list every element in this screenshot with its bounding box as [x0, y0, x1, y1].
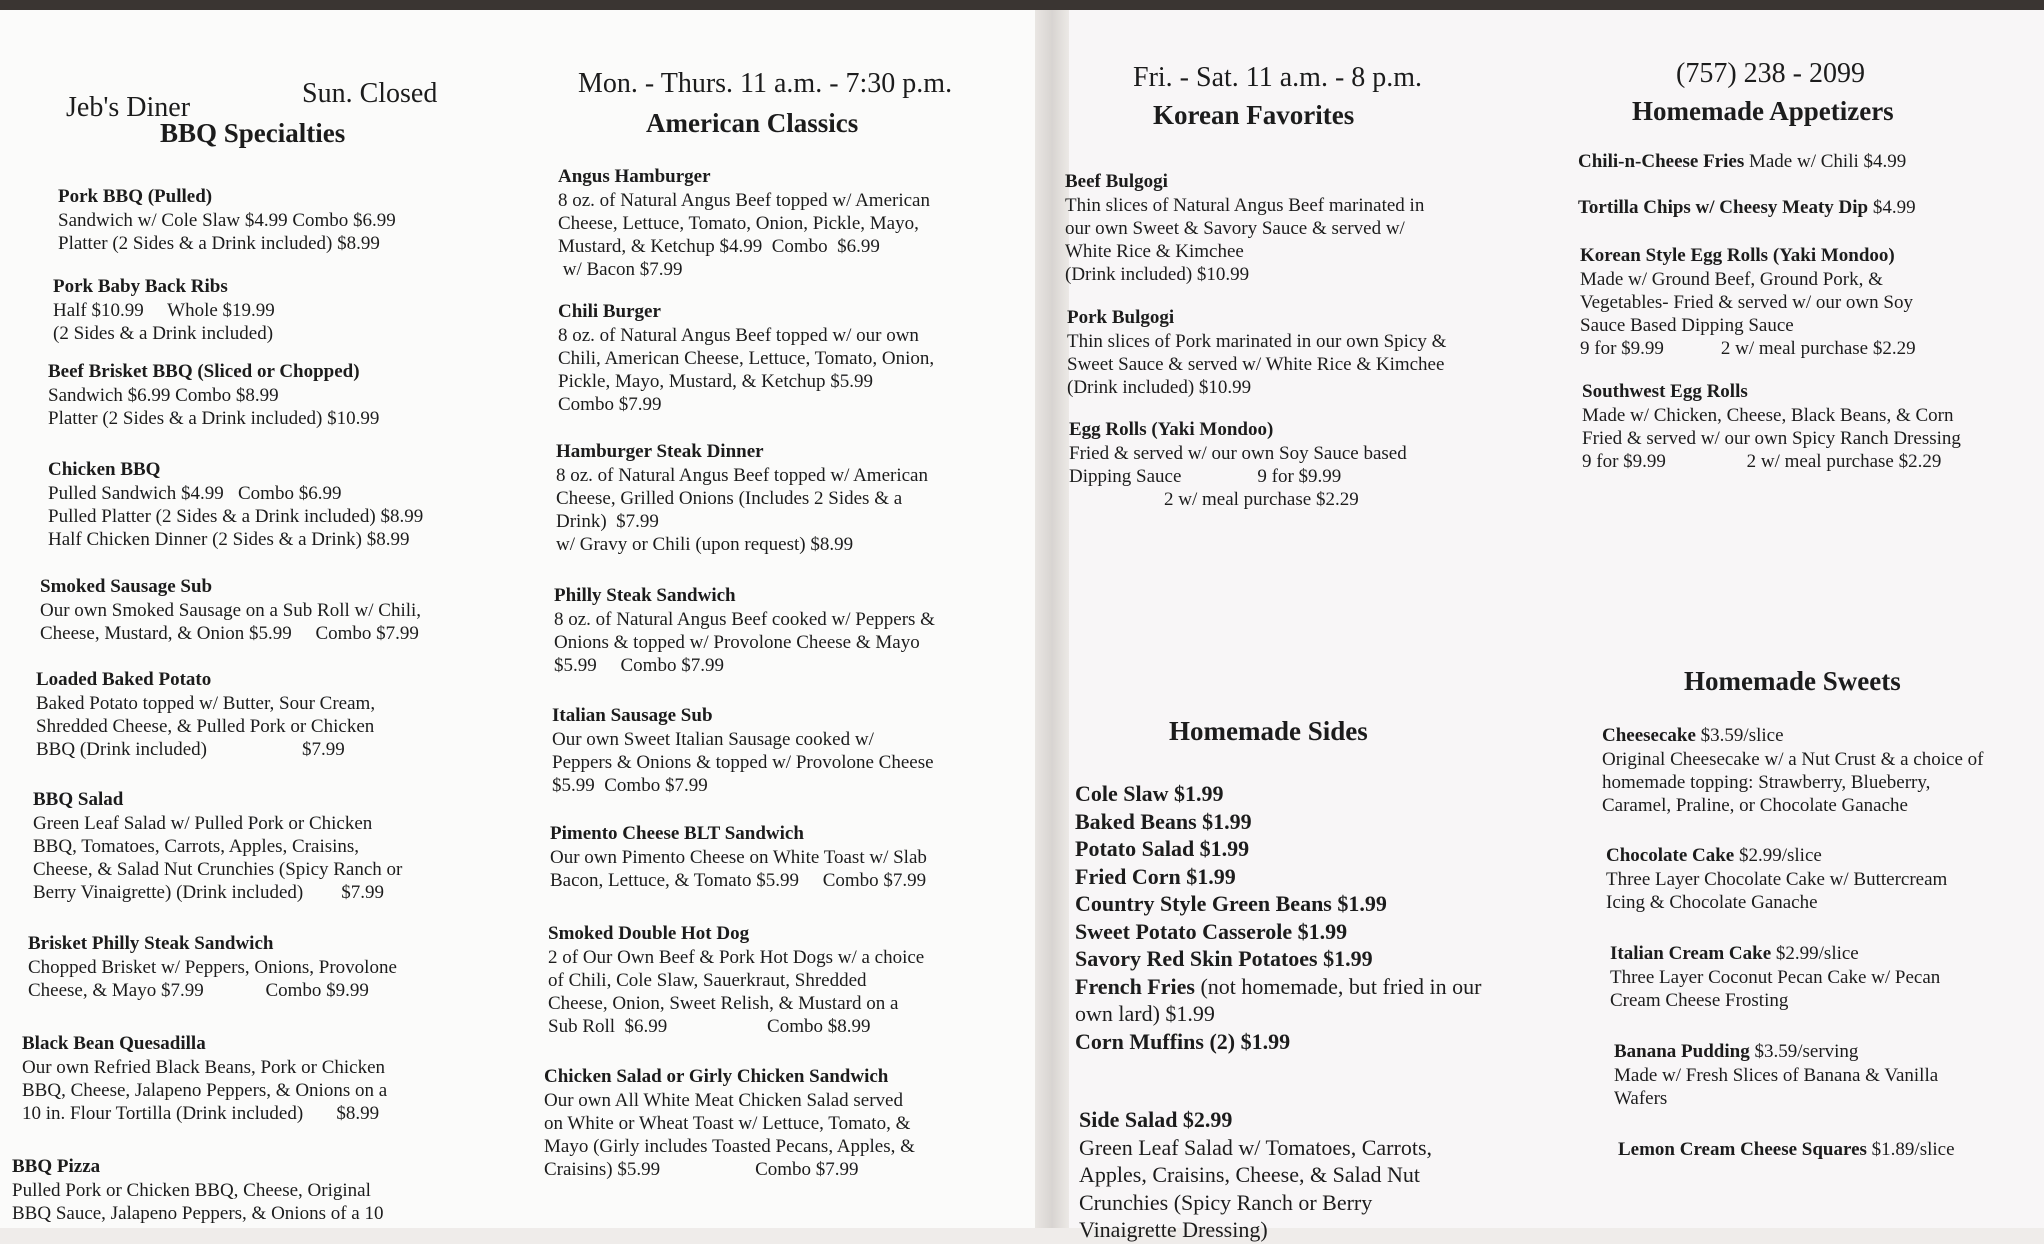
item-description: Platter (2 Sides & a Drink included) $10.99: [48, 408, 380, 429]
item-description: Sub Roll $6.99 Combo $8.99: [548, 1016, 871, 1037]
item-title: Pimento Cheese BLT Sandwich: [550, 823, 804, 844]
item-description: Cheese, & Salad Nut Crunchies (Spicy Ranch or: [33, 859, 403, 880]
item-description: Baked Potato topped w/ Butter, Sour Cream,: [36, 693, 376, 714]
item-description: Chili, American Cheese, Lettuce, Tomato, Onion,: [558, 348, 935, 369]
bbq-item: [36, 668, 496, 761]
item-description: Our own Sweet Italian Sausage cooked w/: [552, 729, 874, 750]
item-description: Our own All White Meat Chicken Salad served: [544, 1090, 903, 1111]
item-name: [48, 360, 508, 384]
item-title: Beef Brisket BBQ (Sliced or Chopped): [48, 361, 360, 382]
item-description: Cheese, & Mayo $7.99 Combo $9.99: [28, 980, 369, 1001]
item-title: Pork BBQ (Pulled): [58, 186, 213, 207]
item-description: homemade topping: Strawberry, Blueberry,: [1602, 772, 1931, 793]
item-title: Chicken BBQ: [48, 459, 161, 480]
appetizers-item: [1582, 380, 2032, 473]
side-item: Baked Beans $1.99: [1075, 808, 1252, 834]
item-description: Green Leaf Salad w/ Pulled Pork or Chicken: [33, 813, 373, 834]
section-title-sweets: Homemade Sweets: [1684, 666, 1901, 696]
item-title: Cheesecake: [1602, 725, 1696, 746]
menu-fold: [1035, 0, 1069, 1228]
item-description: Cheese, Lettuce, Tomato, Onion, Pickle, Mayo,: [558, 213, 919, 234]
bbq-item: [48, 360, 508, 430]
section-title-sides: Homemade Sides: [1169, 716, 1368, 746]
side-item: Cole Slaw $1.99: [1075, 781, 1224, 806]
item-name: [558, 300, 1038, 324]
item-description: Caramel, Praline, or Chocolate Ganache: [1602, 795, 1908, 816]
item-description: Shredded Cheese, & Pulled Pork or Chicken: [36, 716, 375, 737]
item-description: Sandwich w/ Cole Slaw $4.99 Combo $6.99: [58, 210, 396, 231]
item-description: Onions & topped w/ Provolone Cheese & Mayo: [554, 632, 920, 653]
item-name: [1582, 380, 2032, 404]
item-description: Three Layer Coconut Pecan Cake w/ Pecan: [1610, 967, 1941, 988]
item-name: [1614, 1040, 2044, 1064]
korean-item: [1067, 306, 1527, 399]
item-description: Our own Pimento Cheese on White Toast w/ Slab: [550, 847, 927, 868]
item-title: Egg Rolls (Yaki Mondoo): [1069, 419, 1274, 440]
item-description: w/ Gravy or Chili (upon request) $8.99: [556, 534, 854, 555]
item-name: [1578, 150, 2028, 174]
item-name: [1578, 196, 2028, 220]
weekday-hours: Mon. - Thurs. 11 a.m. - 7:30 p.m.: [578, 68, 953, 99]
item-price: $2.99/slice: [1734, 845, 1822, 866]
section-title-american: American Classics: [646, 108, 859, 138]
item-name: [28, 932, 488, 956]
sweets-item: [1602, 724, 2044, 817]
item-description: Made w/ Fresh Slices of Banana & Vanilla: [1614, 1065, 1939, 1086]
item-price: $3.59/serving: [1749, 1041, 1859, 1062]
item-description: $5.99 Combo $7.99: [554, 655, 724, 676]
item-title: Chili Burger: [558, 301, 661, 322]
item-description: Thin slices of Pork marinated in our own Spicy &: [1067, 331, 1447, 352]
item-description: Original Cheesecake w/ a Nut Crust & a choice of: [1602, 749, 1984, 770]
item-title: Italian Sausage Sub: [552, 705, 713, 726]
item-description: (Drink included) $10.99: [1067, 377, 1252, 398]
american-item: [550, 822, 1030, 892]
item-title: Pork Baby Back Ribs: [53, 276, 228, 297]
item-description: Pulled Platter (2 Sides & a Drink included) $8.99: [48, 506, 424, 527]
item-name: [40, 575, 500, 599]
item-description: Cheese, Mustard, & Onion $5.99 Combo $7.99: [40, 623, 419, 644]
weekend-hours: Fri. - Sat. 11 a.m. - 8 p.m.: [1133, 62, 1423, 93]
item-description: 8 oz. of Natural Angus Beef topped w/ American: [556, 465, 928, 486]
item-title: BBQ Salad: [33, 789, 124, 810]
item-description: White Rice & Kimchee: [1065, 241, 1244, 262]
item-title: Italian Cream Cake: [1610, 943, 1772, 964]
sweets-item: [1606, 844, 2044, 914]
bbq-item: [22, 1032, 482, 1125]
item-description: 8 oz. of Natural Angus Beef topped w/ our own: [558, 325, 919, 346]
phone-number: (757) 238 - 2099: [1676, 58, 1865, 89]
item-description: Three Layer Chocolate Cake w/ Buttercream: [1606, 869, 1948, 890]
item-price: $4.99: [1868, 197, 1916, 218]
item-title: Korean Style Egg Rolls (Yaki Mondoo): [1580, 245, 1895, 266]
item-price: $1.89/slice: [1866, 1139, 1955, 1160]
item-name: [550, 822, 1030, 846]
item-description: $5.99 Combo $7.99: [552, 775, 708, 796]
item-name: [36, 668, 496, 692]
item-name: [548, 922, 1028, 946]
item-description: Peppers & Onions & topped w/ Provolone Cheese: [552, 752, 934, 773]
side-salad: Side Salad $2.99 Green Leaf Salad w/ Tomatoes, Carrots, Apples, Craisins, Cheese, & Salad Nut Crunchies (Spicy Ranch or Berry Vinaigrette Dressing): [1079, 1107, 1432, 1242]
item-title: Tortilla Chips w/ Cheesy Meaty Dip: [1578, 197, 1869, 218]
item-title: Smoked Double Hot Dog: [548, 923, 750, 944]
item-name: [558, 165, 1038, 189]
item-name: [33, 788, 493, 812]
bbq-item: [58, 185, 518, 255]
american-item: [558, 300, 1038, 416]
item-name: [1606, 844, 2044, 868]
sweets-item: [1610, 942, 2044, 1012]
item-price: Made w/ Chili $4.99: [1744, 151, 1907, 172]
item-description: Cheese, Onion, Sweet Relish, & Mustard on a: [548, 993, 899, 1014]
item-description: 9 for $9.99 2 w/ meal purchase $2.29: [1580, 338, 1916, 359]
item-description: Platter (2 Sides & a Drink included) $8.99: [58, 233, 380, 254]
item-title: Brisket Philly Steak Sandwich: [28, 933, 274, 954]
item-name: [554, 584, 1034, 608]
item-description: Fried & served w/ our own Soy Sauce based: [1069, 443, 1407, 464]
item-title: Beef Bulgogi: [1065, 171, 1168, 192]
item-description: Icing & Chocolate Ganache: [1606, 892, 1818, 913]
item-title: Hamburger Steak Dinner: [556, 441, 764, 462]
item-description: BBQ (Drink included) $7.99: [36, 739, 345, 760]
item-title: Philly Steak Sandwich: [554, 585, 736, 606]
item-description: BBQ, Cheese, Jalapeno Peppers, & Onions on a: [22, 1080, 388, 1101]
item-description: Pickle, Mayo, Mustard, & Ketchup $5.99: [558, 371, 874, 392]
item-title: Banana Pudding: [1614, 1041, 1750, 1062]
item-description: 2 w/ meal purchase $2.29: [1069, 489, 1359, 510]
section-title-appetizers: Homemade Appetizers: [1632, 96, 1894, 126]
item-name: [53, 275, 513, 299]
item-description: Pulled Pork or Chicken BBQ, Cheese, Original: [12, 1180, 371, 1201]
sunday-hours: Sun. Closed: [302, 78, 438, 109]
item-description: Mustard, & Ketchup $4.99 Combo $6.99: [558, 236, 880, 257]
item-price: $2.99/slice: [1771, 943, 1859, 964]
item-description: (Drink included) $10.99: [1065, 264, 1250, 285]
appetizers-item: [1578, 196, 2028, 220]
item-description: Drink) $7.99: [556, 511, 659, 532]
bbq-item: [12, 1155, 472, 1225]
item-title: Pork Bulgogi: [1067, 307, 1175, 328]
item-description: 8 oz. of Natural Angus Beef topped w/ American: [558, 190, 930, 211]
item-description: on White or Wheat Toast w/ Lettuce, Tomato, &: [544, 1113, 911, 1134]
korean-item: [1069, 418, 1529, 511]
item-name: [1580, 244, 2030, 268]
item-description: Bacon, Lettuce, & Tomato $5.99 Combo $7.99: [550, 870, 927, 891]
item-title: Chicken Salad or Girly Chicken Sandwich: [544, 1066, 889, 1087]
item-title: Lemon Cream Cheese Squares: [1618, 1139, 1867, 1160]
item-description: 2 of Our Own Beef & Pork Hot Dogs w/ a choice: [548, 947, 925, 968]
item-name: [1610, 942, 2044, 966]
side-item: Potato Salad $1.99: [1075, 836, 1250, 861]
korean-item: [1065, 170, 1525, 286]
item-description: Dipping Sauce 9 for $9.99: [1069, 466, 1342, 487]
item-name: [22, 1032, 482, 1056]
american-item: [556, 440, 1036, 556]
item-price: $3.59/slice: [1695, 725, 1784, 746]
item-name: [1067, 306, 1527, 330]
item-description: Mayo (Girly includes Toasted Pecans, Apples, &: [544, 1136, 915, 1157]
side-item: Country Style Green Beans $1.99: [1075, 891, 1387, 916]
item-description: Vegetables- Fried & served w/ our own Soy: [1580, 292, 1913, 313]
item-name: [1602, 724, 2044, 748]
side-item: French Fries (not homemade, but fried in our own lard) $1.99: [1075, 973, 1482, 1026]
item-description: Sandwich $6.99 Combo $8.99: [48, 385, 279, 406]
item-description: Craisins) $5.99 Combo $7.99: [544, 1159, 859, 1180]
item-description: Combo $7.99: [558, 394, 662, 415]
item-description: Chopped Brisket w/ Peppers, Onions, Provolone: [28, 957, 397, 978]
item-description: our own Sweet & Savory Sauce & served w/: [1065, 218, 1405, 239]
side-item: Savory Red Skin Potatoes $1.99: [1075, 946, 1373, 971]
item-description: (2 Sides & a Drink included): [53, 323, 274, 344]
appetizers-item: [1578, 150, 2028, 174]
american-item: [544, 1065, 1024, 1181]
item-title: Chocolate Cake: [1606, 845, 1735, 866]
item-description: Half $10.99 Whole $19.99: [53, 300, 275, 321]
item-name: [552, 704, 1032, 728]
bbq-item: [33, 788, 493, 904]
item-description: Half Chicken Dinner (2 Sides & a Drink) $8.99: [48, 529, 410, 550]
bbq-item: [48, 458, 508, 551]
item-description: Our own Refried Black Beans, Pork or Chicken: [22, 1057, 386, 1078]
top-edge: [0, 0, 2044, 10]
item-name: [58, 185, 518, 209]
bbq-item: [53, 275, 513, 345]
item-description: Thin slices of Natural Angus Beef marinated in: [1065, 195, 1425, 216]
item-description: Made w/ Ground Beef, Ground Pork, &: [1580, 269, 1883, 290]
restaurant-name: Jeb's Diner: [66, 92, 191, 123]
item-description: Sweet Sauce & served w/ White Rice & Kimchee: [1067, 354, 1445, 375]
bbq-item: [28, 932, 488, 1002]
sweets-item: [1618, 1138, 2044, 1162]
side-item: Sweet Potato Casserole $1.99: [1075, 918, 1348, 944]
item-title: Angus Hamburger: [558, 166, 711, 187]
item-name: [48, 458, 508, 482]
item-description: 10 in. Flour Tortilla (Drink included) $8.99: [22, 1103, 380, 1124]
item-title: Black Bean Quesadilla: [22, 1033, 206, 1054]
item-description: BBQ Sauce, Jalapeno Peppers, & Onions of a 10: [12, 1203, 384, 1224]
item-description: Fried & served w/ our own Spicy Ranch Dressing: [1582, 428, 1961, 449]
american-item: [548, 922, 1028, 1038]
item-description: Sauce Based Dipping Sauce: [1580, 315, 1794, 336]
item-description: of Chili, Cole Slaw, Sauerkraut, Shredded: [548, 970, 867, 991]
item-name: [1065, 170, 1525, 194]
american-item: [552, 704, 1032, 797]
item-description: Wafers: [1614, 1088, 1668, 1109]
side-item: Corn Muffins (2) $1.99: [1075, 1028, 1291, 1054]
sweets-item: [1614, 1040, 2044, 1110]
item-description: w/ Bacon $7.99: [558, 259, 683, 280]
item-name: [544, 1065, 1024, 1089]
item-description: Pulled Sandwich $4.99 Combo $6.99: [48, 483, 342, 504]
american-item: [554, 584, 1034, 677]
sides-list: [1075, 780, 1515, 1055]
bbq-item: [40, 575, 500, 645]
item-name: [12, 1155, 472, 1179]
item-title: Loaded Baked Potato: [36, 669, 212, 690]
appetizers-item: [1580, 244, 2030, 360]
item-description: Our own Smoked Sausage on a Sub Roll w/ Chili,: [40, 600, 422, 621]
item-title: Smoked Sausage Sub: [40, 576, 213, 597]
item-description: Made w/ Chicken, Cheese, Black Beans, & Corn: [1582, 405, 1954, 426]
item-description: 9 for $9.99 2 w/ meal purchase $2.29: [1582, 451, 1942, 472]
item-name: [1069, 418, 1529, 442]
side-item: Fried Corn $1.99: [1075, 863, 1236, 889]
item-description: Cheese, Grilled Onions (Includes 2 Sides & a: [556, 488, 903, 509]
item-title: Chili-n-Cheese Fries: [1578, 151, 1745, 172]
section-title-korean: Korean Favorites: [1153, 100, 1355, 130]
item-description: Berry Vinaigrette) (Drink included) $7.99: [33, 882, 384, 903]
item-title: Southwest Egg Rolls: [1582, 381, 1748, 402]
section-title-bbq: BBQ Specialties: [160, 118, 346, 148]
item-name: [556, 440, 1036, 464]
american-item: [558, 165, 1038, 281]
item-name: [1618, 1138, 2044, 1162]
item-description: BBQ, Tomatoes, Carrots, Apples, Craisins,: [33, 836, 360, 857]
item-title: BBQ Pizza: [12, 1156, 101, 1177]
item-description: 8 oz. of Natural Angus Beef cooked w/ Peppers &: [554, 609, 935, 630]
item-description: Cream Cheese Frosting: [1610, 990, 1789, 1011]
